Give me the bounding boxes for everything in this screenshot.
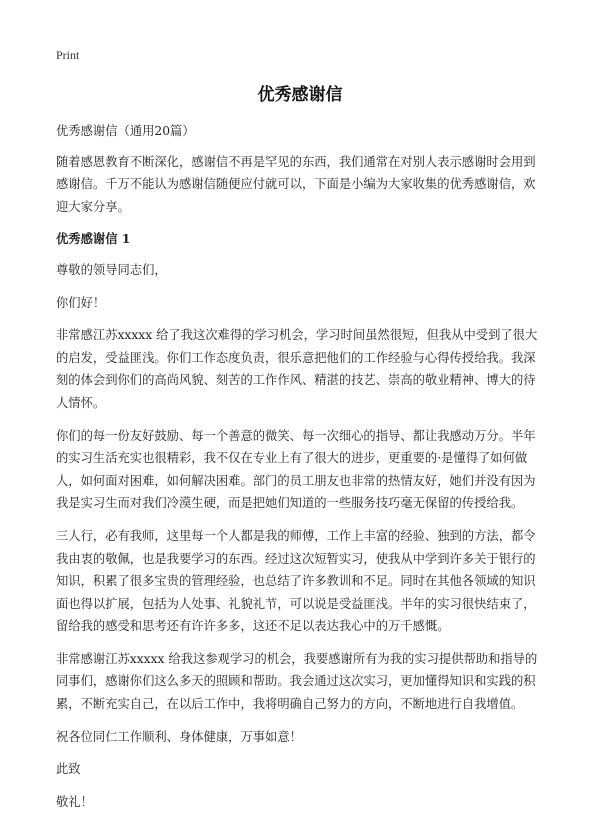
document-body: [56, 120, 546, 823]
body-paragraph: 你们的每一份友好鼓励、每一个善意的微笑、每一次细心的指导、都让我感动万分。半年的实习生活充实也很精彩，我不仅在专业上有了很大的进步，更重要的·是懂得了如何做人，如何面对困难，如何解决困难。部门的员工朋友也非常的热情友好，她们并没有因为我是实习生而对我们冷漠生硬，而是把她们知道的一些服务技巧毫无保留的传授给我。: [56, 428, 536, 511]
greeting: 你们好！: [56, 295, 106, 310]
closing-line: 敬礼！: [56, 794, 93, 809]
body-paragraph: 三人行，必有我师，这里每一个人都是我的师傅，工作上丰富的经验、独到的方法，都令我由衷的敬佩，也是我要学习的东西。经过这次短暂实习，使我从中学到许多关于银行的知识，积累了很多宝贵的管理经验，也总结了许多教训和不足。同时在其他各领域的知识面也得以扩展，包括为人处事、礼貌礼节，可以说是受益匪浅。半年的实习很快结束了，留给我的感受和思考还有许许多多，这还不足以表达我心中的万千感慨。: [56, 528, 536, 634]
salutation: 尊敬的领导同志们，: [56, 262, 167, 277]
intro-paragraph: 随着感恩教育不断深化，感谢信不再是罕见的东西，我们通常在对别人表示感谢时会用到感谢信。千万不能认为感谢信随便应付就可以，下面是小编为大家收集的优秀感谢信，欢迎大家分享。: [56, 154, 536, 214]
print-link[interactable]: Print: [56, 48, 80, 62]
section-heading: 优秀感谢信 1: [56, 231, 131, 247]
wishes-line: 祝各位同仁工作顺利、身体健康，万事如意！: [56, 729, 302, 744]
body-paragraph: 非常感谢江苏xxxxx 给我这参观学习的机会，我要感谢所有为我的实习提供帮助和指导的同事们，感谢你们这么多天的照顾和帮助。我会通过这次实习，更加懂得知识和实践的积累，不断充实自己，在以后工作中，我将明确自己努力的方向，不断地进行自我增值。: [56, 651, 538, 712]
closing-line: 此致: [56, 762, 81, 777]
document-title: 优秀感谢信: [257, 85, 343, 105]
document-subtitle: 优秀感谢信（通用20篇）: [56, 124, 195, 138]
body-paragraph: 非常感江苏xxxxx 给了我这次难得的学习机会，学习时间虽然很短，但我从中受到了很大的启发，受益匪浅。你们工作态度负责，很乐意把他们的工作经验与心得传授给我。我深刻的体会到你们的高尚风貌、刻苦的工作作风、精湛的技艺、崇高的敬业精神、博大的待人情怀。: [56, 328, 538, 410]
